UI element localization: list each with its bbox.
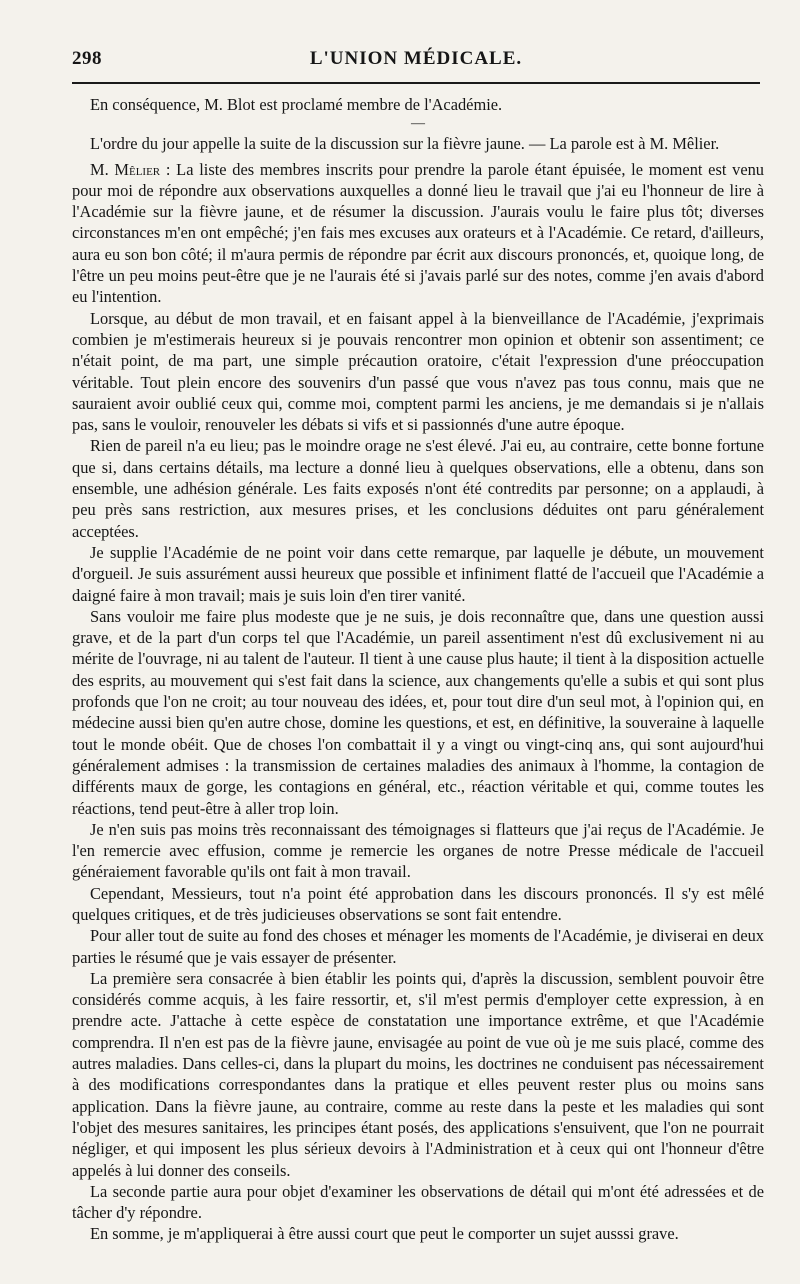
paragraph-speech-11: En somme, je m'appliquerai à être aussi court que peut le comporter un sujet ausssi grave.: [90, 1224, 679, 1244]
page-header: [72, 44, 760, 74]
paragraph-speech-opening: [72, 159, 764, 308]
speaker-name: M. Mêlier: [90, 159, 161, 179]
page-number: 298: [72, 48, 102, 69]
speech-opening-text: : La liste des membres inscrits pour prendre la parole étant épuisée, le moment est venu pour moi de répondre aux observations auxquelles a donné lieu le travail que j'ai eu l'honneur de lire à l'Académie sur la fièvre jaune, et de résumer la discussion. J'aurais voulu le faire plus tôt; diverses circonstances m'en ont empêché; j'en fais mes excuses aux orateurs et à l'Académie. Ce retard, d'ailleurs, aura eu son bon côté; il m'aura permis de répondre par écrit aux discours prononcés, et, quoique long, de l'être un peu moins peut-être que je ne l'aurais été si j'avais parlé sur des notes, comme j'en avais d'abord eu l'intention.: [72, 159, 764, 307]
paragraph-speech-8: Pour aller tout de suite au fond des choses et ménager les moments de l'Académie, je diviserai en deux parties le résumé que je vais essayer de présenter.: [72, 926, 764, 967]
article-body: [72, 94, 764, 1245]
paragraph-speech-10: La seconde partie aura pour objet d'examiner les observations de détail qui m'ont été adressées et de tâcher d'y répondre.: [72, 1181, 764, 1223]
running-title: L'UNION MÉDICALE.: [309, 48, 523, 69]
paragraph-proclamation: En conséquence, M. Blot est proclamé membre de l'Académie.: [90, 95, 503, 114]
paragraph-speech-3: Rien de pareil n'a eu lieu; pas le moindre orage ne s'est élevé. J'ai eu, au contraire, cette bonne fortune que si, dans certains détails, ma lecture a donné lieu à quelques observations, elle a obtenu, dans son ensemble, une adhésion générale. Les faits exposés n'ont été contredits par personne; on a applaudi, à peu près sans restriction, aux mesures prises, et les conclusions déduites ont paru généralement acceptées.: [72, 436, 764, 541]
section-separator: —: [411, 116, 425, 132]
paragraph-speech-6: Je n'en suis pas moins très reconnaissant des témoignages si flatteurs que j'ai reçus de l'Académie. Je l'en remercie avec effusion, comme je remercie les organes de notre Presse médicale de l'accueil généraiement favorable qu'ils ont fait à mon travail.: [72, 819, 764, 882]
paragraph-order-of-day: L'ordre du jour appelle la suite de la discussion sur la fièvre jaune. — La parole est à M. Mêlier.: [90, 134, 720, 154]
header-rule: [72, 82, 760, 84]
paragraph-speech-4: Je supplie l'Académie de ne point voir dans cette remarque, par laquelle je débute, un mouvement d'orgueil. Je suis assurément aussi heureux que possible et infiniment flatté de l'accueil que l'Académie a daigné faire à mon travail; mais je suis loin d'en tirer vanité.: [72, 542, 764, 605]
paragraph-speech-2: Lorsque, au début de mon travail, et en faisant appel à la bienveillance de l'Académie, j'exprimais combien je m'estimerais heureux si je pouvais rencontrer mon opinion et obtenir son assentiment; ce n'était point, de ma part, une simple précaution oratoire, c'était l'expression d'une préoccupation véritable. Tout plein encore des souvenirs d'un passé que vous n'avez pas tous connu, mais que ne sauraient avoir oublié ceux qui, comme moi, comptent parmi les anciens, je me demandais si je n'allais pas, sans le vouloir, renouveler les débats si vifs et si passionnés d'une autre époque.: [72, 308, 764, 435]
paragraph-speech-9: La première sera consacrée à bien établir les points qui, d'après la discussion, semblent pouvoir être considérés comme acquis, à les faire ressortir, et, s'il m'est permis d'employer cette expression, à en prendre acte. J'attache à cette espèce de constatation une importance extrême, et que l'Académie comprendra. Il n'en est pas de la fièvre jaune, envisagée au point de vue où je me suis placé, comme des autres maladies. Dans celles-ci, dans la plupart du moins, les doctrines ne conduisent pas nécessairement à des modifications correspondantes dans la pratique et elles peuvent rester plus ou moins sans application. Dans la fièvre jaune, au contraire, comme au reste dans la peste et les maladies qui sont l'objet des mesures sanitaires, les principes étant posés, des applications s'ensuivent, que l'on ne pourrait négliger, et qui imposent les plus sérieux devoirs à l'Administration et à ceux qui ont l'honneur d'être appelés à lui donner des conseils.: [72, 968, 764, 1180]
paragraph-speech-5: Sans vouloir me faire plus modeste que je ne suis, je dois reconnaître que, dans une question aussi grave, et de la part d'un corps tel que l'Académie, un pareil assentiment n'est dû exclusivement ni au mérite de l'ouvrage, ni au talent de l'auteur. Il tient à une cause plus haute; il tient à la disposition actuelle des esprits, au mouvement qui s'est fait dans la science, aux changements qu'elle a subis et qui sont plus profonds que l'on ne croit; au tour nouveau des idées, et, pour tout dire d'un seul mot, à l'opinion qui, en médecine aussi bien qu'en autre chose, domine les questions, et est, en définitive, la souveraine à laquelle tout le monde obéit. Que de choses l'on combattait il y a vingt ou vingt-cinq ans, qui sont aujourd'hui généralement admises : la transmission de certaines maladies des animaux à l'homme, la contagion de différents maux de gorge, les contagions en général, etc., réaction véritable et qui, comme toutes les réactions, tend peut-être à aller trop loin.: [72, 606, 764, 818]
paragraph-speech-7: Cependant, Messieurs, tout n'a point été approbation dans les discours prononcés. Il s'y est mêlé quelques critiques, et de très judicieuses observations se sont fait entendre.: [72, 883, 764, 924]
